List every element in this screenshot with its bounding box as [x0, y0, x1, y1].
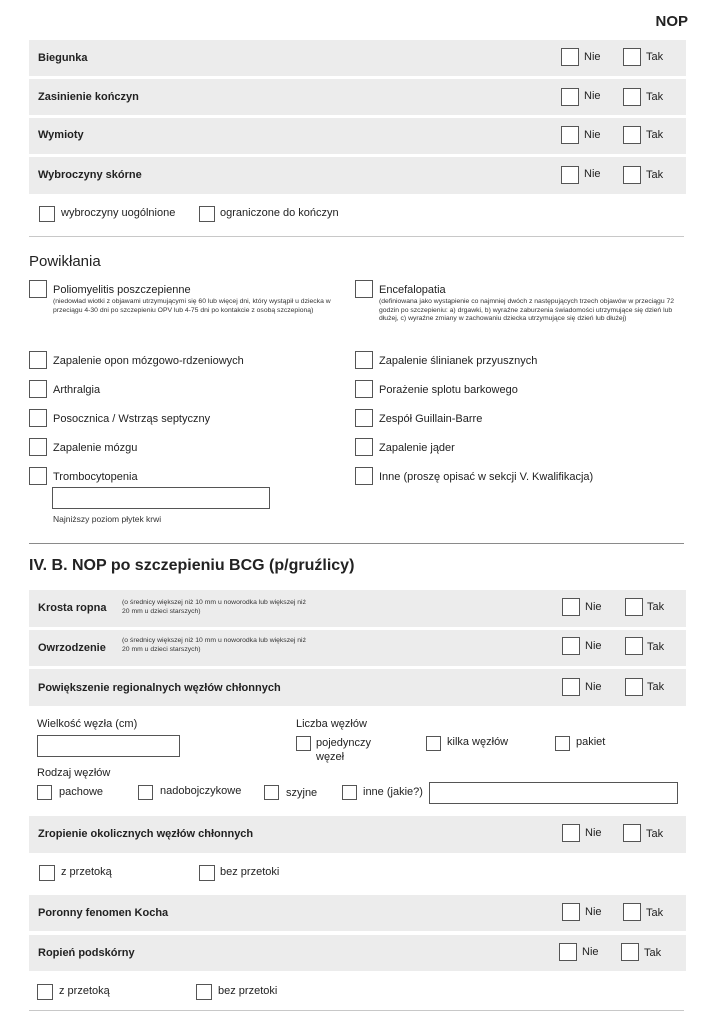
- complications-title: Powikłania: [29, 253, 101, 270]
- yes-label: Tak: [644, 947, 662, 959]
- complication-label: Arthralgia: [53, 384, 101, 396]
- cervical-checkbox[interactable]: [264, 785, 279, 800]
- no-checkbox[interactable]: [562, 824, 580, 842]
- row-node-suppuration: [29, 816, 686, 853]
- row-label: Powiększenie regionalnych węzłów chłonnych: [38, 682, 281, 694]
- no-checkbox[interactable]: [561, 166, 579, 184]
- no-checkbox[interactable]: [562, 678, 580, 696]
- divider: [29, 1010, 684, 1011]
- yes-checkbox[interactable]: [623, 88, 641, 106]
- node-count-label: Liczba węzłów: [296, 718, 367, 730]
- petechiae-generalized-checkbox[interactable]: [39, 206, 55, 222]
- axillary-label: pachowe: [59, 786, 104, 798]
- row-note: (o średnicy większej niż 10 mm u noworodka lub większej niż 20 mm u dzieci starszych): [122, 637, 306, 653]
- node-packet-checkbox[interactable]: [555, 736, 570, 751]
- row-label: Wybroczyny skórne: [38, 169, 142, 181]
- abscess-fistula-with-checkbox[interactable]: [37, 984, 53, 1000]
- yes-checkbox[interactable]: [623, 903, 641, 921]
- yes-label: Tak: [646, 129, 664, 141]
- row-koch-phenomenon: [29, 895, 686, 931]
- yes-checkbox[interactable]: [623, 48, 641, 66]
- complication-label: Inne (proszę opisać w sekcji V. Kwalifikacja): [379, 471, 594, 483]
- other-node-input[interactable]: [429, 782, 678, 804]
- petechiae-generalized-label: wybroczyny uogólnione: [61, 207, 176, 219]
- polio-note: (niedowład wiotki z objawami utrzymującymi się 60 lub więcej dni, który wystąpił u dziecka w przeciągu 4-30 dni po szczepieniu OPV lub 4-75 dni po kontakcie z osobą szczepioną): [53, 298, 331, 314]
- yes-checkbox[interactable]: [623, 126, 641, 144]
- row-lymphadenopathy: [29, 669, 686, 706]
- bcg-title: IV. B. NOP po szczepieniu BCG (p/gruźlicy): [29, 557, 355, 574]
- no-label: Nie: [584, 168, 601, 180]
- yes-label: Tak: [647, 681, 665, 693]
- node-few-label: kilka węzłów: [447, 736, 509, 748]
- other-checkbox[interactable]: [355, 467, 373, 485]
- fistula-with-label: z przetoką: [61, 866, 112, 878]
- yes-checkbox[interactable]: [625, 637, 643, 655]
- row-label: Krosta ropna: [38, 602, 107, 614]
- row-label: Zropienie okolicznych węzłów chłonnych: [38, 828, 254, 840]
- other-node-label: inne (jakie?): [363, 786, 423, 798]
- yes-checkbox[interactable]: [625, 598, 643, 616]
- row-pustule: [29, 590, 686, 627]
- form-code: NOP: [655, 13, 688, 30]
- row-label: Ropień podskórny: [38, 947, 135, 959]
- no-label: Nie: [585, 906, 602, 918]
- no-checkbox[interactable]: [562, 637, 580, 655]
- divider: [29, 236, 684, 237]
- guillain-barre-checkbox[interactable]: [355, 409, 373, 427]
- row-label: Wymioty: [38, 129, 84, 141]
- no-checkbox[interactable]: [561, 126, 579, 144]
- no-label: Nie: [584, 51, 601, 63]
- thrombocytopenia-checkbox[interactable]: [29, 467, 47, 485]
- complication-label: Zapalenie ślinianek przyusznych: [379, 355, 538, 367]
- orchitis-checkbox[interactable]: [355, 438, 373, 456]
- row-label: Zasinienie kończyn: [38, 91, 139, 103]
- row-diarrhea: [29, 40, 686, 76]
- complication-label: Zapalenie opon mózgowo-rdzeniowych: [53, 355, 244, 367]
- sepsis-checkbox[interactable]: [29, 409, 47, 427]
- yes-label: Tak: [647, 601, 665, 613]
- supraclavicular-label: nadobojczykowe: [160, 785, 242, 797]
- encephalopathy-note: (definiowana jako wystąpienie co najmniej dwóch z następujących trzech objawów w przeciągu 72 godzin po szczepieniu: a) drgawki, b) wyraźne zaburzenia świadomości utrzymujące się dzień lub dłużej, c) wyraźne zmiany w zachowaniu dziecka utrzymujące się dzień lub dłużej): [379, 298, 675, 323]
- fistula-without-checkbox[interactable]: [199, 865, 215, 881]
- cervical-label: szyjne: [286, 787, 318, 799]
- row-petechiae: [29, 157, 686, 194]
- node-size-label: Wielkość węzła (cm): [37, 718, 138, 730]
- petechiae-limited-checkbox[interactable]: [199, 206, 215, 222]
- encephalitis-checkbox[interactable]: [29, 438, 47, 456]
- complication-label: Posocznica / Wstrząs septyczny: [53, 413, 211, 425]
- no-label: Nie: [585, 827, 602, 839]
- node-packet-label: pakiet: [576, 736, 606, 748]
- node-few-checkbox[interactable]: [426, 736, 441, 751]
- no-label: Nie: [584, 129, 601, 141]
- no-label: Nie: [585, 601, 602, 613]
- row-ulceration: [29, 630, 686, 666]
- no-label: Nie: [585, 681, 602, 693]
- no-label: Nie: [582, 946, 599, 958]
- node-single-label: pojedynczy węzeł: [316, 737, 372, 763]
- supraclavicular-checkbox[interactable]: [138, 785, 153, 800]
- arthralgia-checkbox[interactable]: [29, 380, 47, 398]
- complication-label: Porażenie splotu barkowego: [379, 384, 518, 396]
- yes-checkbox[interactable]: [623, 824, 641, 842]
- no-checkbox[interactable]: [562, 903, 580, 921]
- row-label: Owrzodzenie: [38, 642, 106, 654]
- yes-checkbox[interactable]: [621, 943, 639, 961]
- complication-label: Zapalenie jąder: [379, 442, 455, 454]
- yes-checkbox[interactable]: [623, 166, 641, 184]
- axillary-checkbox[interactable]: [37, 785, 52, 800]
- fistula-with-checkbox[interactable]: [39, 865, 55, 881]
- encephalopathy-label: Encefalopatia: [379, 284, 446, 296]
- complication-label: Zapalenie mózgu: [53, 442, 138, 454]
- row-note: (o średnicy większej niż 10 mm u noworodka lub większej niż 20 mm u dzieci starszych): [122, 599, 306, 615]
- no-checkbox[interactable]: [559, 943, 577, 961]
- brachial-plexus-checkbox[interactable]: [355, 380, 373, 398]
- row-label: Poronny fenomen Kocha: [38, 907, 169, 919]
- node-size-input[interactable]: [37, 735, 180, 757]
- polio-checkbox[interactable]: [29, 280, 47, 298]
- yes-label: Tak: [646, 169, 664, 181]
- platelet-input[interactable]: [52, 487, 270, 509]
- parotitis-checkbox[interactable]: [355, 351, 373, 369]
- petechiae-limited-label: ograniczone do kończyn: [220, 207, 339, 219]
- encephalopathy-checkbox[interactable]: [355, 280, 373, 298]
- no-label: Nie: [585, 640, 602, 652]
- complication-label: Zespół Guillain-Barre: [379, 413, 483, 425]
- polio-label: Poliomyelitis poszczepienne: [53, 284, 191, 296]
- meningitis-checkbox[interactable]: [29, 351, 47, 369]
- no-checkbox[interactable]: [561, 88, 579, 106]
- row-vomiting: [29, 118, 686, 154]
- node-type-label: Rodzaj węzłów: [37, 767, 111, 779]
- platelet-caption: Najniższy poziom płytek krwi: [53, 514, 162, 524]
- row-label: Biegunka: [38, 52, 88, 64]
- yes-checkbox[interactable]: [625, 678, 643, 696]
- yes-label: Tak: [647, 641, 665, 653]
- divider: [29, 543, 684, 544]
- yes-label: Tak: [646, 91, 664, 103]
- abscess-fistula-without-label: bez przetoki: [218, 985, 278, 997]
- node-single-checkbox[interactable]: [296, 736, 311, 751]
- yes-label: Tak: [646, 51, 664, 63]
- no-checkbox[interactable]: [561, 48, 579, 66]
- complication-label: Trombocytopenia: [53, 471, 138, 483]
- yes-label: Tak: [646, 828, 664, 840]
- yes-label: Tak: [646, 907, 664, 919]
- no-label: Nie: [584, 90, 601, 102]
- row-cyanosis: [29, 79, 686, 115]
- abscess-fistula-without-checkbox[interactable]: [196, 984, 212, 1000]
- fistula-without-label: bez przetoki: [220, 866, 280, 878]
- abscess-fistula-with-label: z przetoką: [59, 985, 110, 997]
- no-checkbox[interactable]: [562, 598, 580, 616]
- other-node-checkbox[interactable]: [342, 785, 357, 800]
- row-subcutaneous-abscess: [29, 935, 686, 971]
